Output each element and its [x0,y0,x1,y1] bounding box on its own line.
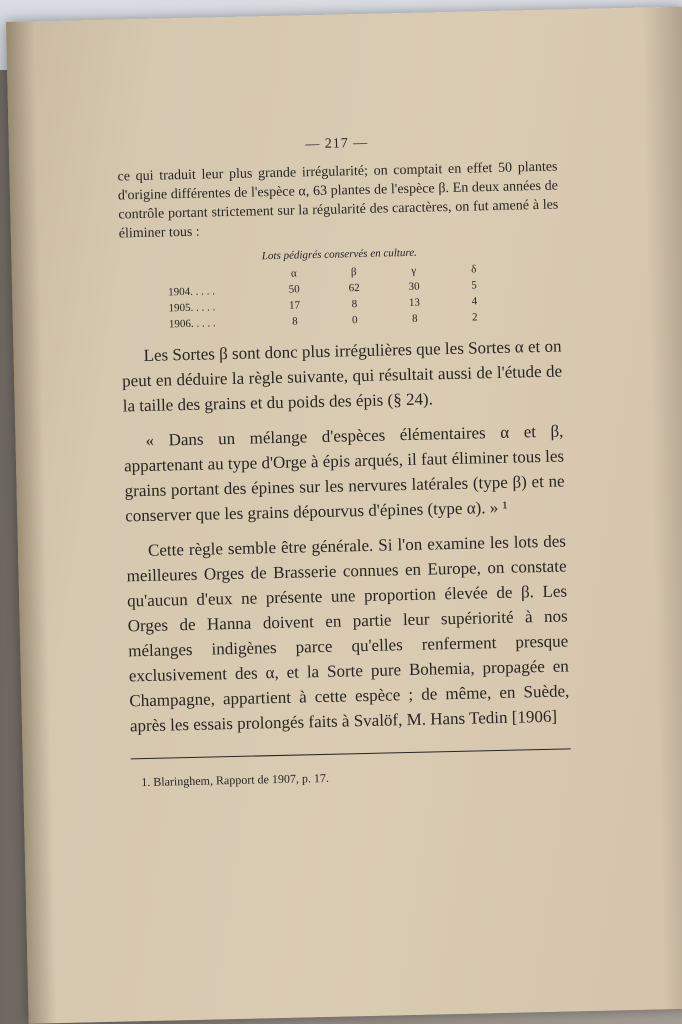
table-cell: 5 [471,278,477,292]
table-header: γ [411,264,417,277]
table-cell-year: 1905. . . . . [168,300,216,314]
table-cell: 50 [288,282,300,296]
table-cell: 8 [291,314,298,328]
table-cell: 30 [408,280,420,293]
page-text [117,132,572,791]
table-cell: 8 [411,312,418,325]
paragraph: Cette règle semble être générale. Si l'on examine les lots des meilleures Orges de Brasserie connues en Europe, on constate qu'aucun d'eux ne présente une proportion élevée de β. Les Orges de Hanna doivent en partie leur supériorité à nos mélanges indigènes parce qu'elles renferment presque exclusivement des α, et la Sorte pure Bohemia, propagée en Champagne, appartient à cette espèce ; de même, en Suède, après les essais prolongés faits à Svalöf, M. Hans Tedin [1906] [126,531,570,736]
table-cell: 2 [471,310,478,324]
table-cell: 8 [351,297,358,310]
paragraph: Les Sortes β sont donc plus irrégulières que les Sortes α et on peut en déduire la règle suivante, qui résultait aussi de l'étude de la taille des grains et du poids des épis (§ 24). [121,336,563,416]
page-shadow [642,7,682,1010]
table-cell-year: 1904. . . . . [168,284,216,298]
table-header: δ [470,262,477,276]
table-cell: 0 [351,313,358,326]
footnote-rule [131,748,571,759]
intro-paragraph: ce qui traduit leur plus grande irrégularité; on comptait en effet 50 plantes d'origine différentes de l'espèce α, 63 plantes de l'espèce β. En deux années de contrôle portant strictement sur la régularité des caractères, on fut amené à les éliminer tous : [117,159,559,242]
footnote: 1. Blaringhem, Rapport de 1907, p. 17. [141,770,330,790]
table-cell-year: 1906. . . . . [168,316,216,330]
book-page [6,7,682,1024]
table-cell: 17 [288,298,301,312]
table-cell: 62 [348,281,360,294]
page-number: — 217 — [305,135,369,153]
table-cell: 13 [408,296,421,309]
quote-paragraph: « Dans un mélange d'espèces élémentaires α et β, appartenant au type d'Orge à épis arqués, il faut éliminer tous les grains portant des épines sur les nervures latérales (type β) et ne conserver que les grains dépourvus d'épines (type α). » ¹ [123,421,565,526]
table-caption: Lots pédigrés conservés en culture. [261,246,418,263]
table-header: α [290,266,297,280]
table-header: β [350,265,357,278]
lots-table [168,261,505,333]
table-cell: 4 [471,294,478,308]
